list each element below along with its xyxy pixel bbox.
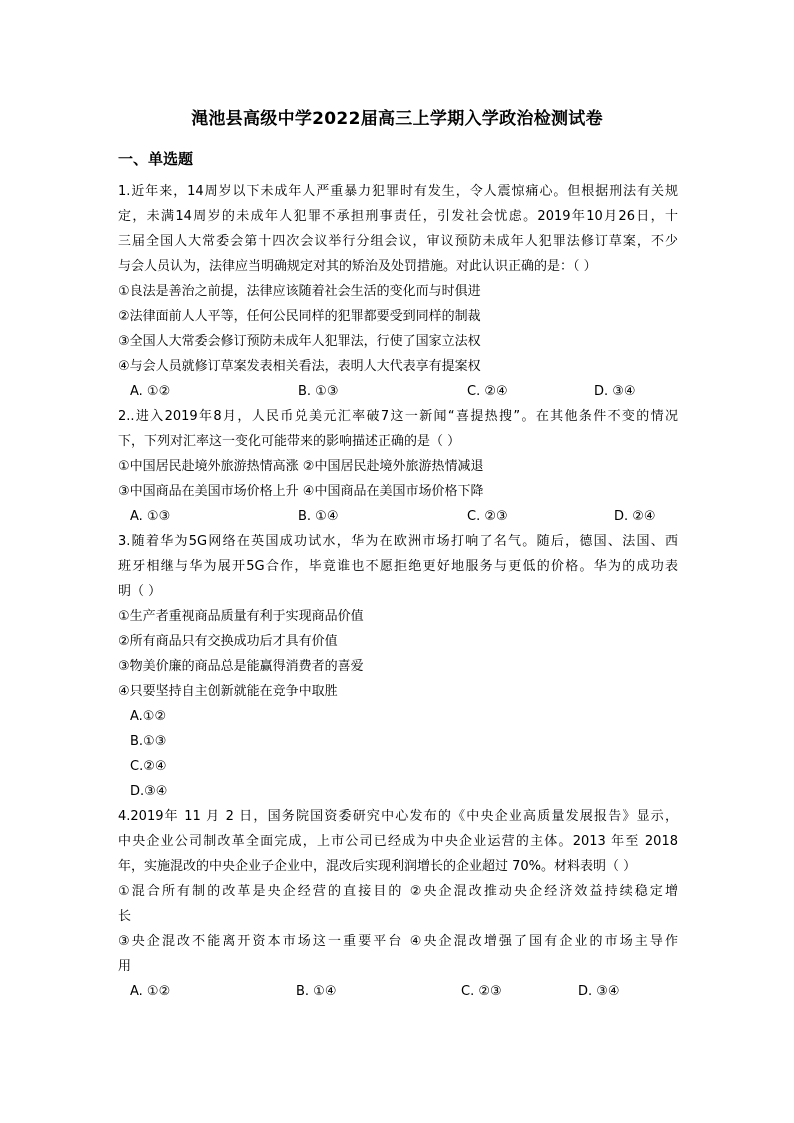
question-1-options xyxy=(118,379,678,404)
question-1-statement: ①良法是善治之前提，法律应该随着社会生活的变化而与时俱进 xyxy=(118,284,481,299)
question-4-line: 年，实施混改的中央企业子企业中，混改后实现利润增长的企业超过 70%。材料表明（ ） xyxy=(118,859,637,874)
question-1-line: 与会人员认为，法律应当明确规定对其的矫治及处罚措施。对此认识正确的是：（ ） xyxy=(118,259,597,274)
question-2 xyxy=(118,404,678,529)
option-d: D.③④ xyxy=(130,784,168,799)
option-a: A. ①② xyxy=(130,384,171,399)
question-3-statement: ②所有商品只有交换成功后才具有价值 xyxy=(118,634,338,649)
option-d: D. ③④ xyxy=(594,384,636,399)
question-1 xyxy=(118,179,678,404)
question-1-line: 定，未满14周岁的未成年人犯罪不承担刑事责任，引发社会忧虑。2019年10月26日，十 xyxy=(118,209,678,224)
option-c: C. ②③ xyxy=(467,509,508,524)
question-4 xyxy=(118,804,678,1004)
question-3-line: 明（ ） xyxy=(118,584,162,599)
option-a: A.①② xyxy=(130,709,167,724)
question-3-statement: ①生产者重视商品质量有利于实现商品价值 xyxy=(118,609,364,624)
option-b: B.①③ xyxy=(130,734,167,749)
option-c: C. ②③ xyxy=(461,984,502,999)
option-b: B. ①④ xyxy=(298,509,339,524)
question-3-statement: ③物美价廉的商品总是能赢得消费者的喜爱 xyxy=(118,659,364,674)
question-2-statement: ③中国商品在美国市场价格上升 ④中国商品在美国市场价格下降 xyxy=(118,484,484,499)
question-1-line: 三届全国人大常委会第十四次会议举行分组会议，审议预防未成年人犯罪法修订草案，不少 xyxy=(118,234,678,249)
question-4-statement: 用 xyxy=(118,959,132,974)
question-3-line: 3.随着华为5G网络在英国成功试水，华为在欧洲市场打响了名气。随后，德国、法国、西 xyxy=(118,534,678,549)
option-c: C. ②④ xyxy=(467,384,508,399)
question-3-line: 班牙相继与华为展开5G合作，毕竟谁也不愿拒绝更好地服务与更低的价格。华为的成功表 xyxy=(118,559,678,574)
question-1-statement: ③全国人大常委会修订预防未成年人犯罪法，行使了国家立法权 xyxy=(118,334,481,349)
question-3 xyxy=(118,529,678,804)
option-d: D. ②④ xyxy=(614,509,656,524)
option-a: A. ①② xyxy=(130,984,171,999)
question-1-statement: ②法律面前人人平等，任何公民同样的犯罪都要受到同样的制裁 xyxy=(118,309,481,324)
question-4-statement: 长 xyxy=(118,909,132,924)
question-2-line: 2..进入2019年8月，人民币兑美元汇率破7这一新闻“喜提热搜”。在其他条件不变的情况 xyxy=(118,409,678,424)
question-1-line: 1.近年来，14周岁以下未成年人严重暴力犯罪时有发生，令人震惊痛心。但根据刑法有关规 xyxy=(118,184,678,199)
question-4-options xyxy=(118,979,678,1004)
option-d: D. ③④ xyxy=(578,984,620,999)
question-1-statement: ④与会人员就修订草案发表相关看法，表明人大代表享有提案权 xyxy=(118,359,481,374)
question-4-statement: ①混合所有制的改革是央企经营的直接目的 ②央企混改推动央企经济效益持续稳定增 xyxy=(118,884,678,899)
question-3-statement: ④只要坚持自主创新就能在竞争中取胜 xyxy=(118,684,338,699)
section-heading: 一、单选题 xyxy=(118,150,194,168)
paper-title: 渑池县高级中学2022届高三上学期入学政治检测试卷 xyxy=(191,109,603,129)
question-2-line: 下，下列对汇率这一变化可能带来的影响描述正确的是（ ） xyxy=(118,434,461,449)
option-a: A. ①③ xyxy=(130,509,171,524)
question-4-line: 4.2019年 11 月 2 日，国务院国资委研究中心发布的《中央企业高质量发展报告》显示， xyxy=(118,809,678,824)
question-4-line: 中央企业公司制改革全面完成，上市公司已经成为中央企业运营的主体。2013 年至 2018 xyxy=(118,834,678,849)
question-2-statement: ①中国居民赴境外旅游热情高涨 ②中国居民赴境外旅游热情减退 xyxy=(118,459,484,474)
option-b: B. ①③ xyxy=(298,384,339,399)
option-b: B. ①④ xyxy=(296,984,337,999)
question-2-options xyxy=(118,504,678,529)
question-4-statement: ③央企混改不能离开资本市场这一重要平台 ④央企混改增强了国有企业的市场主导作 xyxy=(118,934,678,949)
option-c: C.②④ xyxy=(130,759,167,774)
